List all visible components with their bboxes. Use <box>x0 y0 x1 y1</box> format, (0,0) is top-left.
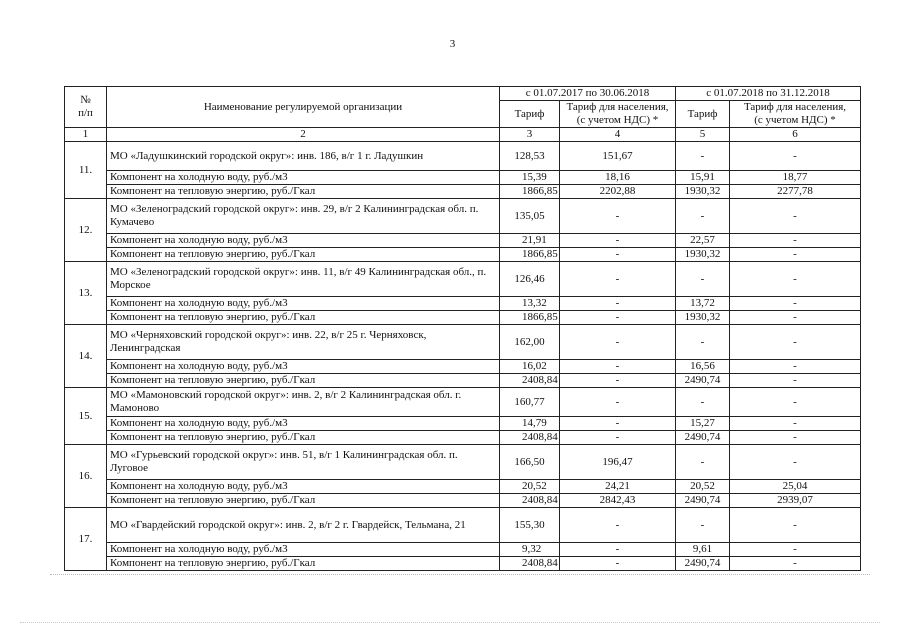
row-number: 15. <box>65 388 107 445</box>
component-value: - <box>730 234 861 248</box>
header-tariff-pop-1: Тариф для населения, (с учетом НДС) * <box>560 101 676 128</box>
table-row <box>65 557 861 571</box>
col-index: 5 <box>676 128 730 142</box>
col-index: 4 <box>560 128 676 142</box>
component-value: 2408,84 <box>500 557 560 571</box>
tariff-value: 126,46 <box>500 262 560 297</box>
tariff-value: 128,53 <box>500 142 560 171</box>
component-value: 15,27 <box>676 417 730 431</box>
tariff-value: 135,05 <box>500 199 560 234</box>
table-row <box>65 431 861 445</box>
component-value: 1866,85 <box>500 185 560 199</box>
component-value: 14,79 <box>500 417 560 431</box>
col-index: 2 <box>107 128 500 142</box>
table-row <box>65 234 861 248</box>
tariff-value: 166,50 <box>500 445 560 480</box>
component-name: Компонент на тепловую энергию, руб./Гкал <box>107 185 500 199</box>
component-value: 2490,74 <box>676 431 730 445</box>
header-tariff-pop-2: Тариф для населения, (с учетом НДС) * <box>730 101 861 128</box>
component-value: - <box>730 417 861 431</box>
header-num: № п/п <box>65 87 107 128</box>
component-value: 22,57 <box>676 234 730 248</box>
component-value: - <box>730 557 861 571</box>
component-name: Компонент на тепловую энергию, руб./Гкал <box>107 431 500 445</box>
component-value: 15,91 <box>676 171 730 185</box>
component-value: 1930,32 <box>676 185 730 199</box>
header-period-2: с 01.07.2018 по 31.12.2018 <box>676 87 861 101</box>
table-row <box>65 185 861 199</box>
component-value: 25,04 <box>730 480 861 494</box>
tariff-pop-value: 196,47 <box>560 445 676 480</box>
table-row <box>65 248 861 262</box>
component-value: - <box>560 374 676 388</box>
tariff-pop-value: - <box>730 199 861 234</box>
row-number: 11. <box>65 142 107 199</box>
component-value: 18,77 <box>730 171 861 185</box>
component-value: 1866,85 <box>500 248 560 262</box>
component-value: - <box>730 248 861 262</box>
tariff-pop-value: - <box>730 445 861 480</box>
header-period-1: с 01.07.2017 по 30.06.2018 <box>500 87 676 101</box>
component-name: Компонент на холодную воду, руб./м3 <box>107 171 500 185</box>
org-name: МО «Гвардейский городской округ»: инв. 2, в/г 2 г. Гвардейск, Тельмана, 21 <box>107 508 500 543</box>
component-value: - <box>560 431 676 445</box>
tariff-pop-value: - <box>560 325 676 360</box>
component-name: Компонент на тепловую энергию, руб./Гкал <box>107 494 500 508</box>
component-value: 1930,32 <box>676 311 730 325</box>
tariff-pop-value: - <box>730 262 861 297</box>
org-name: МО «Зеленоградский городской округ»: инв. 29, в/г 2 Калининградская обл. п. Кумачево <box>107 199 500 234</box>
tariff-pop-value: - <box>730 142 861 171</box>
component-value: 1930,32 <box>676 248 730 262</box>
component-value: - <box>730 297 861 311</box>
table-row <box>65 417 861 431</box>
component-value: 9,61 <box>676 543 730 557</box>
component-value: - <box>560 234 676 248</box>
table-row <box>65 445 861 480</box>
tariff-pop-value: - <box>730 388 861 417</box>
component-value: - <box>730 431 861 445</box>
component-value: - <box>730 374 861 388</box>
component-name: Компонент на холодную воду, руб./м3 <box>107 234 500 248</box>
component-value: 2842,43 <box>560 494 676 508</box>
component-name: Компонент на тепловую энергию, руб./Гкал <box>107 311 500 325</box>
component-value: 18,16 <box>560 171 676 185</box>
header-tariff-2: Тариф <box>676 101 730 128</box>
tariff-pop-value: - <box>560 508 676 543</box>
component-name: Компонент на тепловую энергию, руб./Гкал <box>107 374 500 388</box>
component-name: Компонент на холодную воду, руб./м3 <box>107 417 500 431</box>
component-value: 21,91 <box>500 234 560 248</box>
component-value: 1866,85 <box>500 311 560 325</box>
tariff-value: 160,77 <box>500 388 560 417</box>
header-org: Наименование регулируемой организации <box>107 87 500 128</box>
component-value: - <box>560 417 676 431</box>
table-row <box>65 311 861 325</box>
component-value: 20,52 <box>500 480 560 494</box>
col-index: 1 <box>65 128 107 142</box>
tariff-value: - <box>676 325 730 360</box>
tariff-pop-value: 151,67 <box>560 142 676 171</box>
org-name: МО «Гурьевский городской округ»: инв. 51, в/г 1 Калининградская обл. п. Луговое <box>107 445 500 480</box>
component-value: - <box>560 360 676 374</box>
component-value: 16,02 <box>500 360 560 374</box>
table-row <box>65 508 861 543</box>
component-value: 2408,84 <box>500 431 560 445</box>
org-name: МО «Черняховский городской округ»: инв. 22, в/г 25 г. Черняховск, Ленинградская <box>107 325 500 360</box>
component-name: Компонент на холодную воду, руб./м3 <box>107 297 500 311</box>
table-row <box>65 297 861 311</box>
tariff-table <box>64 86 861 571</box>
table-row <box>65 374 861 388</box>
tariff-pop-value: - <box>560 262 676 297</box>
component-name: Компонент на тепловую энергию, руб./Гкал <box>107 248 500 262</box>
scan-artifact-line <box>50 574 870 579</box>
component-value: 20,52 <box>676 480 730 494</box>
component-value: 15,39 <box>500 171 560 185</box>
component-value: 2277,78 <box>730 185 861 199</box>
row-number: 13. <box>65 262 107 325</box>
col-index: 3 <box>500 128 560 142</box>
row-number: 16. <box>65 445 107 508</box>
tariff-value: 155,30 <box>500 508 560 543</box>
table-row <box>65 543 861 557</box>
component-value: - <box>560 248 676 262</box>
component-name: Компонент на холодную воду, руб./м3 <box>107 360 500 374</box>
component-value: 13,72 <box>676 297 730 311</box>
component-name: Компонент на холодную воду, руб./м3 <box>107 480 500 494</box>
component-value: 2490,74 <box>676 557 730 571</box>
component-value: - <box>560 297 676 311</box>
tariff-value: 162,00 <box>500 325 560 360</box>
scan-artifact-line <box>20 622 880 627</box>
table-row <box>65 388 861 417</box>
component-value: 2939,07 <box>730 494 861 508</box>
row-number: 14. <box>65 325 107 388</box>
component-name: Компонент на холодную воду, руб./м3 <box>107 543 500 557</box>
component-value: - <box>560 311 676 325</box>
table-row <box>65 360 861 374</box>
component-value: 24,21 <box>560 480 676 494</box>
table-row <box>65 142 861 171</box>
org-name: МО «Ладушкинский городской округ»: инв. 186, в/г 1 г. Ладушкин <box>107 142 500 171</box>
component-value: 13,32 <box>500 297 560 311</box>
component-value: - <box>730 543 861 557</box>
component-value: - <box>560 543 676 557</box>
tariff-pop-value: - <box>730 325 861 360</box>
component-value: - <box>730 311 861 325</box>
component-value: 2490,74 <box>676 494 730 508</box>
table-row <box>65 325 861 360</box>
page-number: 3 <box>449 38 456 50</box>
tariff-value: - <box>676 142 730 171</box>
component-value: 16,56 <box>676 360 730 374</box>
row-number: 12. <box>65 199 107 262</box>
tariff-value: - <box>676 445 730 480</box>
col-index: 6 <box>730 128 861 142</box>
component-value: 2408,84 <box>500 374 560 388</box>
component-value: 2202,88 <box>560 185 676 199</box>
component-value: - <box>560 557 676 571</box>
component-name: Компонент на тепловую энергию, руб./Гкал <box>107 557 500 571</box>
tariff-value: - <box>676 262 730 297</box>
component-value: 9,32 <box>500 543 560 557</box>
table-row <box>65 199 861 234</box>
component-value: 2408,84 <box>500 494 560 508</box>
table-row <box>65 262 861 297</box>
tariff-pop-value: - <box>560 388 676 417</box>
component-value: - <box>730 360 861 374</box>
row-number: 17. <box>65 508 107 571</box>
tariff-value: - <box>676 508 730 543</box>
table-row <box>65 171 861 185</box>
tariff-pop-value: - <box>730 508 861 543</box>
org-name: МО «Мамоновский городской округ»: инв. 2, в/г 2 Калининградская обл. г. Мамоново <box>107 388 500 417</box>
table-row <box>65 494 861 508</box>
table-row <box>65 480 861 494</box>
org-name: МО «Зеленоградский городской округ»: инв. 11, в/г 49 Калининградская обл., п. Морское <box>107 262 500 297</box>
tariff-pop-value: - <box>560 199 676 234</box>
header-tariff-1: Тариф <box>500 101 560 128</box>
tariff-value: - <box>676 388 730 417</box>
tariff-value: - <box>676 199 730 234</box>
component-value: 2490,74 <box>676 374 730 388</box>
